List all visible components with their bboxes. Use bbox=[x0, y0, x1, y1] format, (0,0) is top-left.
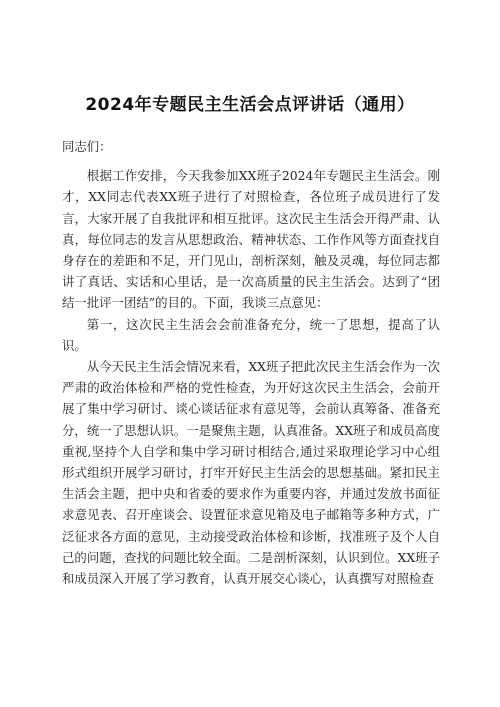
paragraph-opening: 根据工作安排，今天我参加XX班子2024年专题民主生活会。刚才，XX同志代表XX班子进行了对照检查，各位班子成员进行了发言，大家开展了自我批评和相互批评。这次民主生活会开得严肃、认真，每位同志的发言从思想政治、精神状态、工作作风等方面查找自身存在的差距和不足，开门见山，剖析深刻，触及灵魂，每位同志都讲了真话、实话和心里话，是一次高质量的民主生活会。达到了“团结一批评一团结”的目的。下面，我谈三点意见： bbox=[62, 168, 440, 311]
paragraph-point-one-detail: 从今天民主生活会情况来看，XX班子把此次民主生活会作为一次严肃的政治体检和严格的党性检查，为开好这次民主生活会，会前开展了集中学习研讨、谈心谈话征求有意见等，会前认真筹备、准备充分，统一了思想认识。一是聚焦主题，认真准备。XX班子和成员高度重视,坚持个人自学和集中学习研讨相结合,通过采取理论学习中心组形式组织开展学习研讨，打牢开好民主生活会的思想基础。紧扣民主生活会主题，把中央和省委的要求作为重要内容，并通过发放书面征求意见表、召开座谈会、设置征求意见箱及电子邮箱等多种方式，广泛征求各方面的意见，主动接受政治体检和诊断，找准班子及个人自己的问题，查找的问题比较全面。二是剖析深刻，认识到位。XX班子和成员深入开展了学习教育，认真开展交心谈心，认真撰写对照检查 bbox=[62, 359, 440, 587]
paragraph-point-one: 第一，这次民主生活会会前准备充分，统一了思想，提高了认识。 bbox=[62, 316, 440, 353]
salutation: 同志们： bbox=[62, 139, 112, 154]
document-title: 2024年专题民主生活会点评讲话（通用） bbox=[85, 95, 415, 115]
document-body bbox=[62, 136, 440, 589]
